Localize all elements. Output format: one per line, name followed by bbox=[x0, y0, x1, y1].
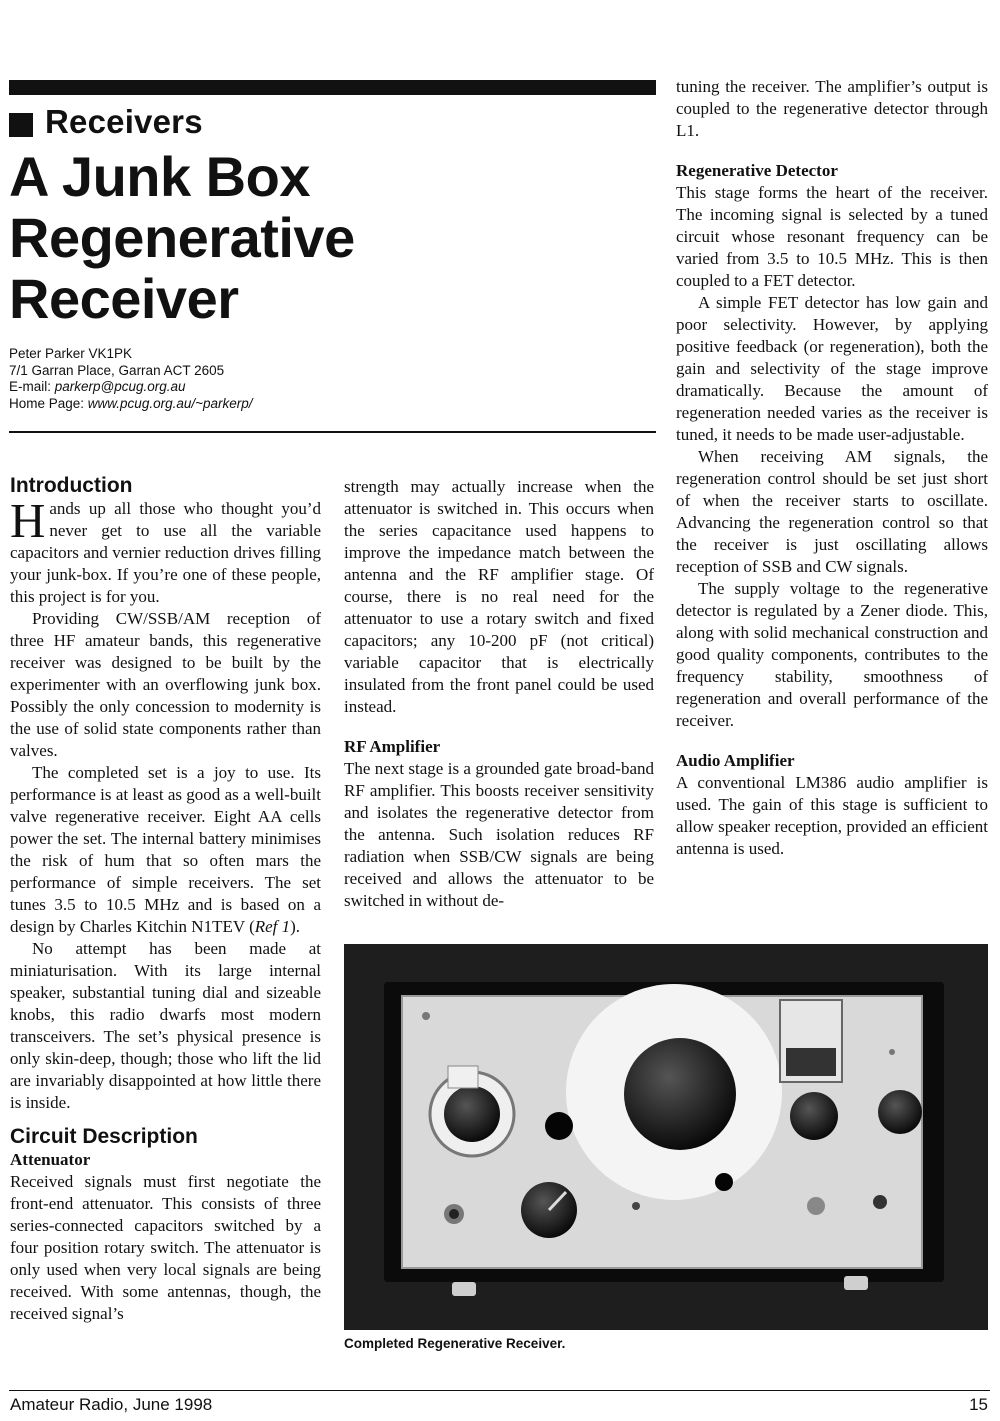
title-line-1: A Junk Box bbox=[9, 145, 310, 208]
kicker-square-icon bbox=[9, 113, 33, 137]
rf-amplifier-paragraph-cont: tuning the receiver. The amplifier’s output is coupled to the regenerative detector through L1. bbox=[676, 77, 988, 140]
byline-rule bbox=[9, 431, 656, 433]
rf-amplifier-paragraph: The next stage is a grounded gate broad-band RF amplifier. This boosts receiver sensitivity and isolates the regenerative detector from the antenna. Such isolation reduces RF radiation when SSB/CW signals are being received and allows the attenuator to be switched in without de- bbox=[344, 759, 654, 910]
section-kicker bbox=[9, 102, 203, 142]
author-address: 7/1 Garran Place, Garran ACT 2605 bbox=[9, 362, 225, 378]
photo-caption: Completed Regenerative Receiver. bbox=[344, 1336, 566, 1351]
intro-paragraph-3 bbox=[10, 762, 321, 938]
attenuator-heading: Attenuator bbox=[10, 1150, 91, 1169]
article-title bbox=[9, 146, 649, 329]
kicker-text: Receivers bbox=[45, 103, 203, 140]
author-homepage-line bbox=[9, 396, 649, 413]
circuit-description-heading: Circuit Description bbox=[10, 1125, 198, 1148]
regen-paragraph-2: A simple FET detector has low gain and poor selectivity. However, by applying positive feedback (or regeneration), both the gain and selectivity of the stage improve dramatically. Because the amount of regeneration needed varies as the receiver is tuned, it needs to be made user-adjustable. bbox=[676, 293, 988, 444]
intro-paragraph-3-end: ). bbox=[290, 917, 301, 936]
title-line-3: Receiver bbox=[9, 267, 239, 330]
title-line-2: Regenerative bbox=[9, 206, 355, 269]
homepage-label: Home Page: bbox=[9, 395, 88, 411]
receiver-photo-illustration bbox=[344, 944, 988, 1330]
homepage-link[interactable]: www.pcug.org.au/~parkerp/ bbox=[87, 395, 253, 411]
receiver-photo bbox=[344, 944, 988, 1330]
column-3 bbox=[676, 76, 988, 860]
byline bbox=[9, 346, 649, 412]
introduction-heading: Introduction bbox=[10, 474, 133, 497]
top-rule bbox=[9, 80, 656, 95]
audio-amplifier-heading: Audio Amplifier bbox=[676, 751, 795, 770]
intro-paragraph-3-text: The completed set is a joy to use. Its performance is at least as good as a well-built valve regenerative receiver. Eight AA cells power the set. The internal battery minimises the risk of hum that so often mars the performance of simple receivers. The set tunes 3.5 to 10.5 MHz and is based on a design by Charles Kitchin N1TEV ( bbox=[10, 763, 321, 936]
regen-paragraph-1: This stage forms the heart of the receiver. The incoming signal is selected by a tuned circuit whose resonant frequency can be varied from 3.5 to 10.5 MHz. This is then coupled to a FET detector. bbox=[676, 183, 988, 290]
page-number: 15 bbox=[969, 1395, 988, 1414]
author-name: Peter Parker VK1PK bbox=[9, 346, 133, 361]
attenuator-paragraph: Received signals must first negotiate the front-end attenuator. This consists of three series-connected capacitors switched by a four position rotary switch. The attenuator is only used when very local signals are being received. With some antennas, though, the received signal’s bbox=[10, 1172, 321, 1323]
regen-paragraph-4: The supply voltage to the regenerative detector is regulated by a Zener diode. This, along with solid mechanical construction and good quality components, contributes to the frequency stability, smoothness of regeneration and overall performance of the receiver. bbox=[676, 579, 988, 730]
email-link[interactable]: parkerp@pcug.org.au bbox=[54, 379, 186, 394]
regenerative-detector-heading: Regenerative Detector bbox=[676, 161, 838, 180]
reference-1: Ref 1 bbox=[254, 917, 291, 936]
intro-paragraph-4: No attempt has been made at miniaturisation. With its large internal speaker, substantial tuning dial and sizeable knobs, this radio dwarfs most modern transceivers. The set’s physical presence is only skin-deep, though; those who lift the lid are invariably disappointed at how little there is inside. bbox=[10, 939, 321, 1112]
intro-paragraph-2: Providing CW/SSB/AM reception of three HF amateur bands, this regenerative receiver was designed to be built by the experimenter with an overflowing junk box. Possibly the only concession to modernity is the use of solid state components rather than valves. bbox=[10, 609, 321, 760]
intro-paragraph-1 bbox=[10, 493, 321, 608]
attenuator-paragraph-cont: strength may actually increase when the attenuator is switched in. This occurs when the series capacitance used happens to improve the impedance match between the antenna and the RF amplifier stage. Of course, there is no real need for the attenuator to use a rotary switch and fixed capacitors; any 10-200 pF (not critical) variable capacitor that is electrically insulated from the front panel could be used instead. bbox=[344, 477, 654, 716]
drop-cap: H bbox=[10, 493, 46, 548]
author-email-line bbox=[9, 379, 649, 396]
intro-paragraph-1-text: ands up all those who thought you’d never get to use all the variable capacitors and vernier reduction drives filling your junk-box. If you’re one of these people, this project is for you. bbox=[10, 499, 321, 606]
column-2 bbox=[344, 476, 654, 912]
email-label: E-mail: bbox=[9, 379, 55, 394]
rf-amplifier-heading: RF Amplifier bbox=[344, 737, 441, 756]
footer-publication: Amateur Radio, June 1998 bbox=[10, 1395, 213, 1414]
audio-amplifier-paragraph: A conventional LM386 audio amplifier is used. The gain of this stage is sufficient to allow speaker reception, provided an efficient antenna is used. bbox=[676, 773, 988, 858]
footer-rule bbox=[9, 1390, 990, 1391]
column-1 bbox=[10, 474, 321, 1325]
regen-paragraph-3: When receiving AM signals, the regeneration control should be set just short of when the receiver starts to oscillate. Advancing the regeneration control so that the receiver is just oscillating allows reception of SSB and CW signals. bbox=[676, 447, 988, 576]
